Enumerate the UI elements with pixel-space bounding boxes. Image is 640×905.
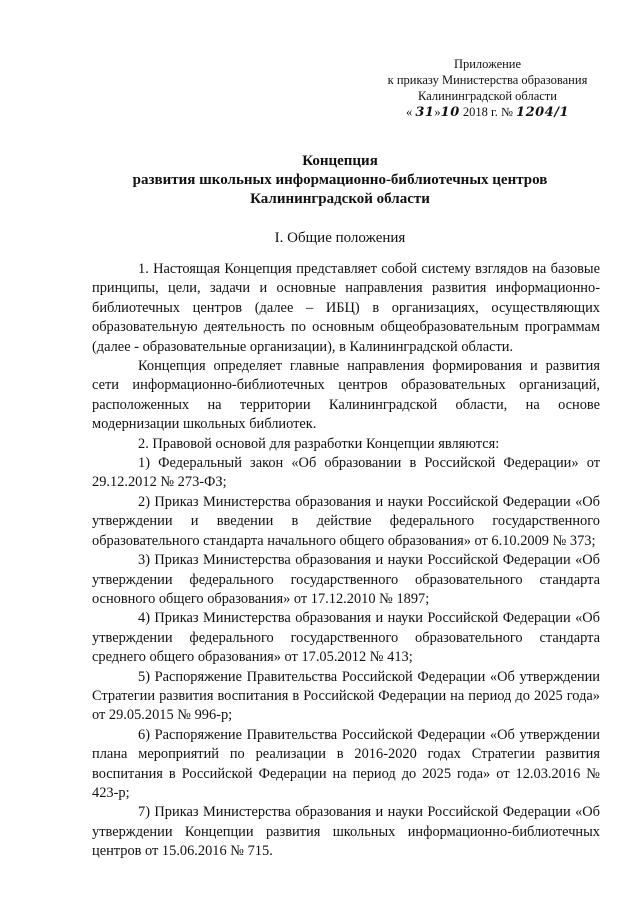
paragraph: 6) Распоряжение Правительства Российской Федерации «Об утверждении плана мероприятий по реализации в 2016-2020 годах Стратегии развития воспитания в Российской Федерации на период до 2025 года» от 12.03.2016 № 423-р; bbox=[92, 726, 600, 801]
paragraph: 1. Настоящая Концепция представляет собой систему взглядов на базовые принципы, цели, задачи и основные направления развития информационно-библиотечных центров (далее – ИБЦ) в организациях, осуществляющих образовательную деятельность по основным общеобразовательным программам (далее - образовательные организации), в Калининградской области. bbox=[92, 261, 600, 355]
attachment-order-ref: к приказу Министерства образования bbox=[387, 73, 588, 87]
date-year: 2018 г. № bbox=[462, 105, 513, 119]
paragraph: 3) Приказ Министерства образования и науки Российской Федерации «Об утверждении федерального государственного образовательного стандарта основного общего образования» от 17.12.2010 № 1897; bbox=[92, 552, 600, 607]
attachment-date-line bbox=[370, 104, 605, 121]
attachment-region: Калининградской области bbox=[418, 89, 557, 103]
document-body bbox=[92, 260, 600, 862]
date-quote-close: » bbox=[434, 105, 441, 119]
title-line-1: Концепция bbox=[302, 153, 378, 169]
attachment-label: Приложение bbox=[453, 57, 522, 71]
title-line-3: Калининградской области bbox=[250, 191, 430, 207]
document-title bbox=[60, 152, 620, 209]
title-line-2: развития школьных информационно-библиотечных центров bbox=[132, 172, 548, 188]
order-number: 1204/1 bbox=[516, 105, 570, 120]
attachment-header bbox=[370, 56, 605, 121]
paragraph: 5) Распоряжение Правительства Российской Федерации «Об утверждении Стратегии развития воспитания в Российской Федерации на период до 2025 года» от 29.05.2015 № 996-р; bbox=[92, 668, 600, 724]
paragraph: 2) Приказ Министерства образования и науки Российской Федерации «Об утверждении и введении в действие федерального государственного образовательного стандарта начального общего образования» от 6.10.2009 № 373; bbox=[92, 493, 600, 549]
paragraph: 7) Приказ Министерства образования и науки Российской Федерации «Об утверждении Концепции развития школьных информационно-библиотечных центров от 15.06.2016 № 715. bbox=[92, 804, 600, 860]
date-quote-open: « bbox=[405, 105, 413, 119]
paragraph: 4) Приказ Министерства образования и науки Российской Федерации «Об утверждении федерального государственного образовательного стандарта среднего общего образования» от 17.05.2012 № 413; bbox=[92, 610, 600, 666]
paragraph: Концепция определяет главные направления формирования и развития сети информационно-библиотечных центров образовательных организаций, расположенных на территории Калининградской области, на основе модернизации школьных библиотек. bbox=[92, 358, 600, 433]
date-month: 10 bbox=[440, 105, 460, 120]
paragraph: 2. Правовой основой для разработки Концепции являются: bbox=[138, 435, 500, 452]
section-heading: I. Общие положения bbox=[274, 230, 406, 246]
paragraph: 1) Федеральный закон «Об образовании в Российской Федерации» от 29.12.2012 № 273-ФЗ; bbox=[92, 455, 600, 491]
date-day: 31 bbox=[415, 105, 435, 120]
